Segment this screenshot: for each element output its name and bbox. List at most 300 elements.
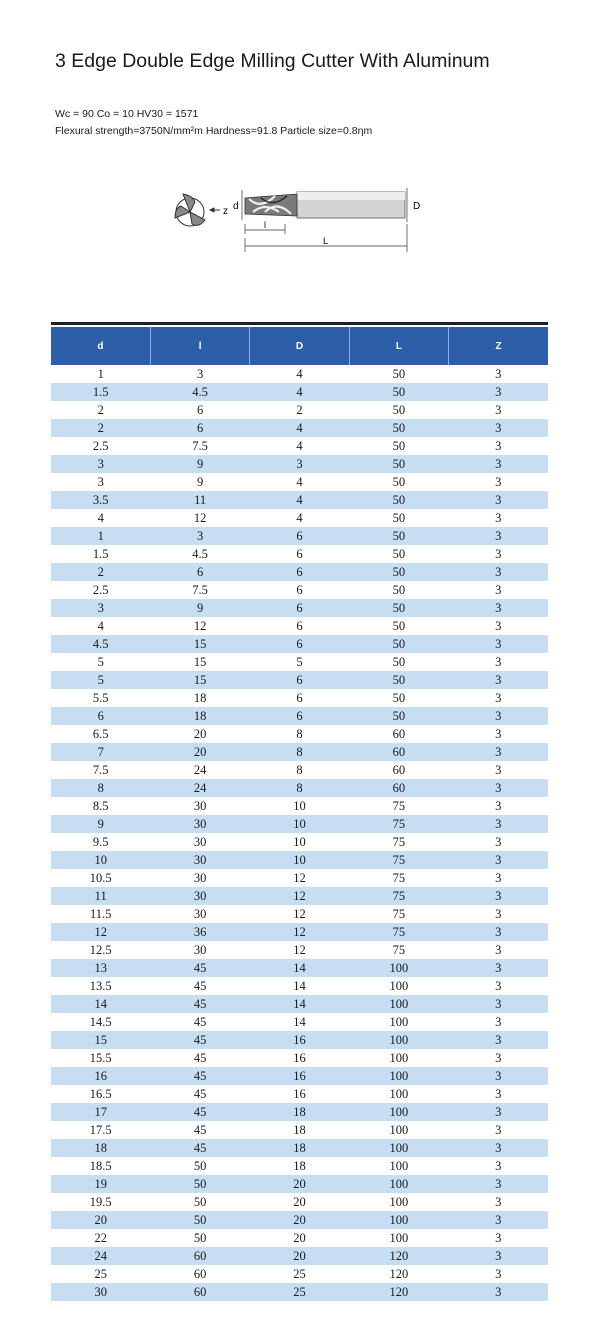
table-cell: 8: [250, 725, 349, 743]
table-cell: 3: [449, 671, 548, 689]
table-cell: 3: [449, 473, 548, 491]
table-cell: 5.5: [51, 689, 150, 707]
table-cell: 100: [349, 1139, 448, 1157]
table-cell: 3: [449, 545, 548, 563]
table-cell: 14: [250, 1013, 349, 1031]
table-cell: 75: [349, 815, 448, 833]
page-title: 3 Edge Double Edge Milling Cutter With Aluminum: [55, 50, 490, 72]
table-cell: 18.5: [51, 1157, 150, 1175]
table-row: [51, 653, 548, 671]
table-cell: 6: [250, 635, 349, 653]
table-cell: 3: [150, 527, 249, 545]
table-cell: 3: [449, 1139, 548, 1157]
table-cell: 75: [349, 833, 448, 851]
table-cell: 18: [51, 1139, 150, 1157]
table-cell: 50: [349, 617, 448, 635]
table-cell: 3: [449, 1229, 548, 1247]
table-row: [51, 1211, 548, 1229]
table-cell: 3: [449, 1157, 548, 1175]
table-cell: 20: [51, 1211, 150, 1229]
table-cell: 10: [250, 833, 349, 851]
table-cell: 3: [449, 1193, 548, 1211]
table-row: [51, 815, 548, 833]
table-row: [51, 1229, 548, 1247]
table-cell: 25: [250, 1265, 349, 1283]
table-cell: 5: [51, 671, 150, 689]
table-cell: 3: [449, 779, 548, 797]
table-cell: 6: [250, 707, 349, 725]
table-cell: 6: [250, 563, 349, 581]
table-cell: 15: [150, 635, 249, 653]
table-row: [51, 671, 548, 689]
table-cell: 50: [349, 635, 448, 653]
table-cell: 20: [250, 1193, 349, 1211]
table-cell: 17.5: [51, 1121, 150, 1139]
table-cell: 15: [51, 1031, 150, 1049]
table-cell: 50: [349, 437, 448, 455]
l-label: l: [264, 220, 266, 230]
table-row: [51, 725, 548, 743]
table-cell: 3: [449, 527, 548, 545]
table-cell: 16: [51, 1067, 150, 1085]
table-cell: 4: [250, 365, 349, 383]
table-cell: 120: [349, 1283, 448, 1301]
table-cell: 3: [51, 599, 150, 617]
table-cell: 3: [51, 473, 150, 491]
table-cell: 20: [250, 1211, 349, 1229]
table-cell: 12: [250, 941, 349, 959]
table-cell: 4: [250, 509, 349, 527]
table-cell: 45: [150, 1121, 249, 1139]
table-body: [51, 365, 548, 1301]
table-cell: 6: [250, 599, 349, 617]
table-row: [51, 1121, 548, 1139]
d-label: d: [233, 201, 239, 212]
table-cell: 4.5: [51, 635, 150, 653]
table-cell: 3: [449, 833, 548, 851]
table-cell: 3: [449, 995, 548, 1013]
table-cell: 50: [349, 491, 448, 509]
table-cell: 100: [349, 1211, 448, 1229]
table-cell: 3: [449, 1121, 548, 1139]
table-row: [51, 779, 548, 797]
table-cell: 50: [150, 1229, 249, 1247]
table-cell: 3: [449, 1247, 548, 1265]
table-cell: 75: [349, 905, 448, 923]
table-cell: 11: [51, 887, 150, 905]
cutter-end-view: [175, 194, 220, 226]
table-cell: 14: [51, 995, 150, 1013]
table-cell: 45: [150, 995, 249, 1013]
table-cell: 6: [250, 581, 349, 599]
table-cell: 30: [150, 905, 249, 923]
table-cell: 18: [150, 707, 249, 725]
table-cell: 60: [150, 1265, 249, 1283]
table-cell: 19: [51, 1175, 150, 1193]
table-cell: 3: [449, 1265, 548, 1283]
table-cell: 100: [349, 995, 448, 1013]
table-cell: 3: [449, 653, 548, 671]
table-cell: 4: [250, 419, 349, 437]
table-cell: 13.5: [51, 977, 150, 995]
table-row: [51, 1283, 548, 1301]
table-row: [51, 365, 548, 383]
table-cell: 30: [150, 833, 249, 851]
table-row: [51, 527, 548, 545]
table-cell: 60: [349, 725, 448, 743]
table-cell: 3.5: [51, 491, 150, 509]
table-row: [51, 617, 548, 635]
table-cell: 2: [51, 419, 150, 437]
table-cell: 60: [150, 1283, 249, 1301]
table-cell: 45: [150, 1139, 249, 1157]
column-header-L: L: [349, 327, 448, 365]
table-cell: 6: [250, 617, 349, 635]
table-row: [51, 599, 548, 617]
table-cell: 50: [349, 527, 448, 545]
table-cell: 45: [150, 977, 249, 995]
table-cell: 12: [51, 923, 150, 941]
table-cell: 50: [349, 689, 448, 707]
table-cell: 10: [51, 851, 150, 869]
table-cell: 100: [349, 1067, 448, 1085]
table-cell: 50: [349, 581, 448, 599]
table-row: [51, 761, 548, 779]
table-cell: 45: [150, 959, 249, 977]
table-cell: 3: [449, 887, 548, 905]
table-row: [51, 581, 548, 599]
table-cell: 3: [449, 959, 548, 977]
table-cell: 20: [150, 743, 249, 761]
table-cell: 3: [449, 1103, 548, 1121]
table-row: [51, 1067, 548, 1085]
table-cell: 36: [150, 923, 249, 941]
table-cell: 50: [349, 599, 448, 617]
table-cell: 50: [349, 671, 448, 689]
table-cell: 3: [449, 977, 548, 995]
table-cell: 8.5: [51, 797, 150, 815]
table-cell: 60: [349, 761, 448, 779]
table-cell: 3: [449, 635, 548, 653]
table-cell: 45: [150, 1013, 249, 1031]
D-label: D: [413, 201, 421, 212]
table-row: [51, 401, 548, 419]
table-cell: 30: [51, 1283, 150, 1301]
table-cell: 20: [250, 1247, 349, 1265]
table-row: [51, 383, 548, 401]
table-cell: 6: [150, 419, 249, 437]
table-cell: 12: [250, 869, 349, 887]
table-cell: 30: [150, 941, 249, 959]
table-cell: 15.5: [51, 1049, 150, 1067]
table-cell: 45: [150, 1049, 249, 1067]
table-cell: 3: [449, 941, 548, 959]
table-cell: 8: [51, 779, 150, 797]
table-cell: 6: [150, 563, 249, 581]
table-cell: 4: [51, 509, 150, 527]
table-cell: 3: [449, 491, 548, 509]
table-cell: 60: [349, 779, 448, 797]
table-cell: 19.5: [51, 1193, 150, 1211]
table-cell: 6: [51, 707, 150, 725]
table-cell: 100: [349, 1175, 448, 1193]
table-cell: 50: [349, 365, 448, 383]
table-header-row: [51, 327, 548, 365]
table-cell: 30: [150, 887, 249, 905]
table-cell: 16: [250, 1085, 349, 1103]
table-cell: 100: [349, 1049, 448, 1067]
table-cell: 11.5: [51, 905, 150, 923]
table-cell: 75: [349, 923, 448, 941]
table-cell: 3: [449, 563, 548, 581]
table-cell: 6: [250, 545, 349, 563]
table-cell: 3: [449, 905, 548, 923]
table-cell: 3: [250, 455, 349, 473]
table-cell: 60: [349, 743, 448, 761]
table-cell: 12.5: [51, 941, 150, 959]
table-cell: 17: [51, 1103, 150, 1121]
cutter-technical-drawing: [165, 182, 435, 262]
table-cell: 12: [150, 509, 249, 527]
table-cell: 45: [150, 1085, 249, 1103]
table-cell: 3: [449, 401, 548, 419]
table-cell: 18: [250, 1103, 349, 1121]
table-cell: 50: [349, 545, 448, 563]
table-row: [51, 707, 548, 725]
table-top-rule: [51, 322, 548, 325]
table-cell: 3: [449, 797, 548, 815]
table-row: [51, 1049, 548, 1067]
table-cell: 16: [250, 1049, 349, 1067]
table-cell: 14.5: [51, 1013, 150, 1031]
table-cell: 100: [349, 1157, 448, 1175]
table-row: [51, 995, 548, 1013]
table-cell: 75: [349, 851, 448, 869]
table-row: [51, 1139, 548, 1157]
table-cell: 2: [51, 401, 150, 419]
table-cell: 30: [150, 851, 249, 869]
table-cell: 1.5: [51, 545, 150, 563]
table-cell: 4.5: [150, 383, 249, 401]
L-label: L: [323, 236, 329, 246]
table-row: [51, 941, 548, 959]
dimension-table: [51, 327, 548, 1301]
table-cell: 3: [449, 869, 548, 887]
table-cell: 2.5: [51, 437, 150, 455]
table-cell: 3: [449, 383, 548, 401]
table-cell: 10: [250, 797, 349, 815]
table-cell: 2.5: [51, 581, 150, 599]
table-cell: 9.5: [51, 833, 150, 851]
table-cell: 11: [150, 491, 249, 509]
table-cell: 45: [150, 1031, 249, 1049]
table-cell: 20: [150, 725, 249, 743]
table-cell: 5: [250, 653, 349, 671]
table-cell: 6: [150, 401, 249, 419]
table-cell: 6: [250, 689, 349, 707]
table-cell: 4.5: [150, 545, 249, 563]
table-cell: 1: [51, 527, 150, 545]
table-cell: 14: [250, 959, 349, 977]
table-cell: 6: [250, 671, 349, 689]
table-cell: 100: [349, 1229, 448, 1247]
table-row: [51, 923, 548, 941]
table-cell: 3: [449, 419, 548, 437]
table-cell: 9: [150, 599, 249, 617]
table-cell: 15: [150, 671, 249, 689]
table-cell: 3: [449, 455, 548, 473]
table-cell: 3: [449, 761, 548, 779]
table-cell: 3: [150, 365, 249, 383]
table-cell: 25: [51, 1265, 150, 1283]
table-cell: 3: [449, 1049, 548, 1067]
table-row: [51, 1031, 548, 1049]
table-row: [51, 1103, 548, 1121]
table-cell: 25: [250, 1283, 349, 1301]
table-cell: 12: [250, 923, 349, 941]
table-row: [51, 1013, 548, 1031]
table-cell: 18: [250, 1139, 349, 1157]
table-row: [51, 1085, 548, 1103]
table-cell: 14: [250, 995, 349, 1013]
table-cell: 15: [150, 653, 249, 671]
table-cell: 9: [150, 473, 249, 491]
table-cell: 75: [349, 887, 448, 905]
table-row: [51, 851, 548, 869]
table-cell: 3: [449, 923, 548, 941]
mechanical-spec-line: Flexural strength=3750N/mm²m Hardness=91.8 Particle size=0.8ηm: [55, 125, 373, 137]
table-cell: 30: [150, 815, 249, 833]
table-cell: 24: [150, 779, 249, 797]
cutter-side-view: [245, 192, 405, 218]
table-row: [51, 1247, 548, 1265]
table-row: [51, 1193, 548, 1211]
table-row: [51, 491, 548, 509]
table-cell: 100: [349, 1013, 448, 1031]
table-cell: 75: [349, 797, 448, 815]
table-cell: 100: [349, 1193, 448, 1211]
table-cell: 45: [150, 1067, 249, 1085]
table-cell: 7.5: [51, 761, 150, 779]
table-cell: 4: [51, 617, 150, 635]
table-cell: 3: [449, 1211, 548, 1229]
table-row: [51, 509, 548, 527]
table-cell: 12: [250, 905, 349, 923]
table-cell: 20: [250, 1229, 349, 1247]
table-row: [51, 419, 548, 437]
material-spec-line: Wc = 90 Co = 10 HV30 = 1571: [55, 108, 199, 120]
table-cell: 3: [51, 455, 150, 473]
table-cell: 50: [349, 653, 448, 671]
table-row: [51, 833, 548, 851]
table-cell: 50: [349, 419, 448, 437]
table-cell: 16: [250, 1067, 349, 1085]
table-cell: 7: [51, 743, 150, 761]
table-cell: 3: [449, 581, 548, 599]
table-cell: 3: [449, 725, 548, 743]
table-cell: 50: [349, 707, 448, 725]
table-cell: 100: [349, 1085, 448, 1103]
table-cell: 3: [449, 365, 548, 383]
table-row: [51, 905, 548, 923]
table-cell: 3: [449, 1067, 548, 1085]
table-cell: 50: [349, 455, 448, 473]
table-cell: 30: [150, 869, 249, 887]
table-row: [51, 437, 548, 455]
table-cell: 22: [51, 1229, 150, 1247]
table-cell: 50: [349, 509, 448, 527]
table-cell: 18: [250, 1157, 349, 1175]
table-row: [51, 635, 548, 653]
table-cell: 3: [449, 1031, 548, 1049]
table-cell: 3: [449, 851, 548, 869]
table-cell: 100: [349, 1121, 448, 1139]
table-cell: 12: [250, 887, 349, 905]
table-cell: 7.5: [150, 581, 249, 599]
table-cell: 50: [349, 563, 448, 581]
table-cell: 60: [150, 1247, 249, 1265]
table-cell: 2: [51, 563, 150, 581]
table-cell: 10.5: [51, 869, 150, 887]
table-cell: 18: [150, 689, 249, 707]
table-cell: 7.5: [150, 437, 249, 455]
table-cell: 10: [250, 851, 349, 869]
table-cell: 75: [349, 869, 448, 887]
table-cell: 9: [150, 455, 249, 473]
table-row: [51, 959, 548, 977]
table-cell: 75: [349, 941, 448, 959]
table-cell: 9: [51, 815, 150, 833]
table-cell: 12: [150, 617, 249, 635]
table-cell: 20: [250, 1175, 349, 1193]
table-cell: 3: [449, 1175, 548, 1193]
table-row: [51, 797, 548, 815]
table-cell: 50: [150, 1211, 249, 1229]
table-cell: 5: [51, 653, 150, 671]
table-cell: 1.5: [51, 383, 150, 401]
table-row: [51, 869, 548, 887]
table-cell: 14: [250, 977, 349, 995]
table-cell: 3: [449, 617, 548, 635]
table-cell: 45: [150, 1103, 249, 1121]
table-cell: 3: [449, 707, 548, 725]
table-cell: 3: [449, 815, 548, 833]
table-cell: 13: [51, 959, 150, 977]
table-cell: 4: [250, 473, 349, 491]
table-cell: 16: [250, 1031, 349, 1049]
table-cell: 8: [250, 761, 349, 779]
table-cell: 4: [250, 383, 349, 401]
column-header-D: D: [250, 327, 349, 365]
table-cell: 1: [51, 365, 150, 383]
column-header-z: Z: [449, 327, 548, 365]
table-row: [51, 1157, 548, 1175]
table-cell: 50: [150, 1193, 249, 1211]
table-row: [51, 689, 548, 707]
table-cell: 24: [150, 761, 249, 779]
table-cell: 3: [449, 599, 548, 617]
table-cell: 3: [449, 509, 548, 527]
table-cell: 120: [349, 1247, 448, 1265]
table-cell: 50: [150, 1175, 249, 1193]
table-cell: 3: [449, 1013, 548, 1031]
column-header-l: l: [150, 327, 249, 365]
table-cell: 6: [250, 527, 349, 545]
table-row: [51, 1175, 548, 1193]
table-row: [51, 743, 548, 761]
table-row: [51, 545, 548, 563]
table-row: [51, 455, 548, 473]
